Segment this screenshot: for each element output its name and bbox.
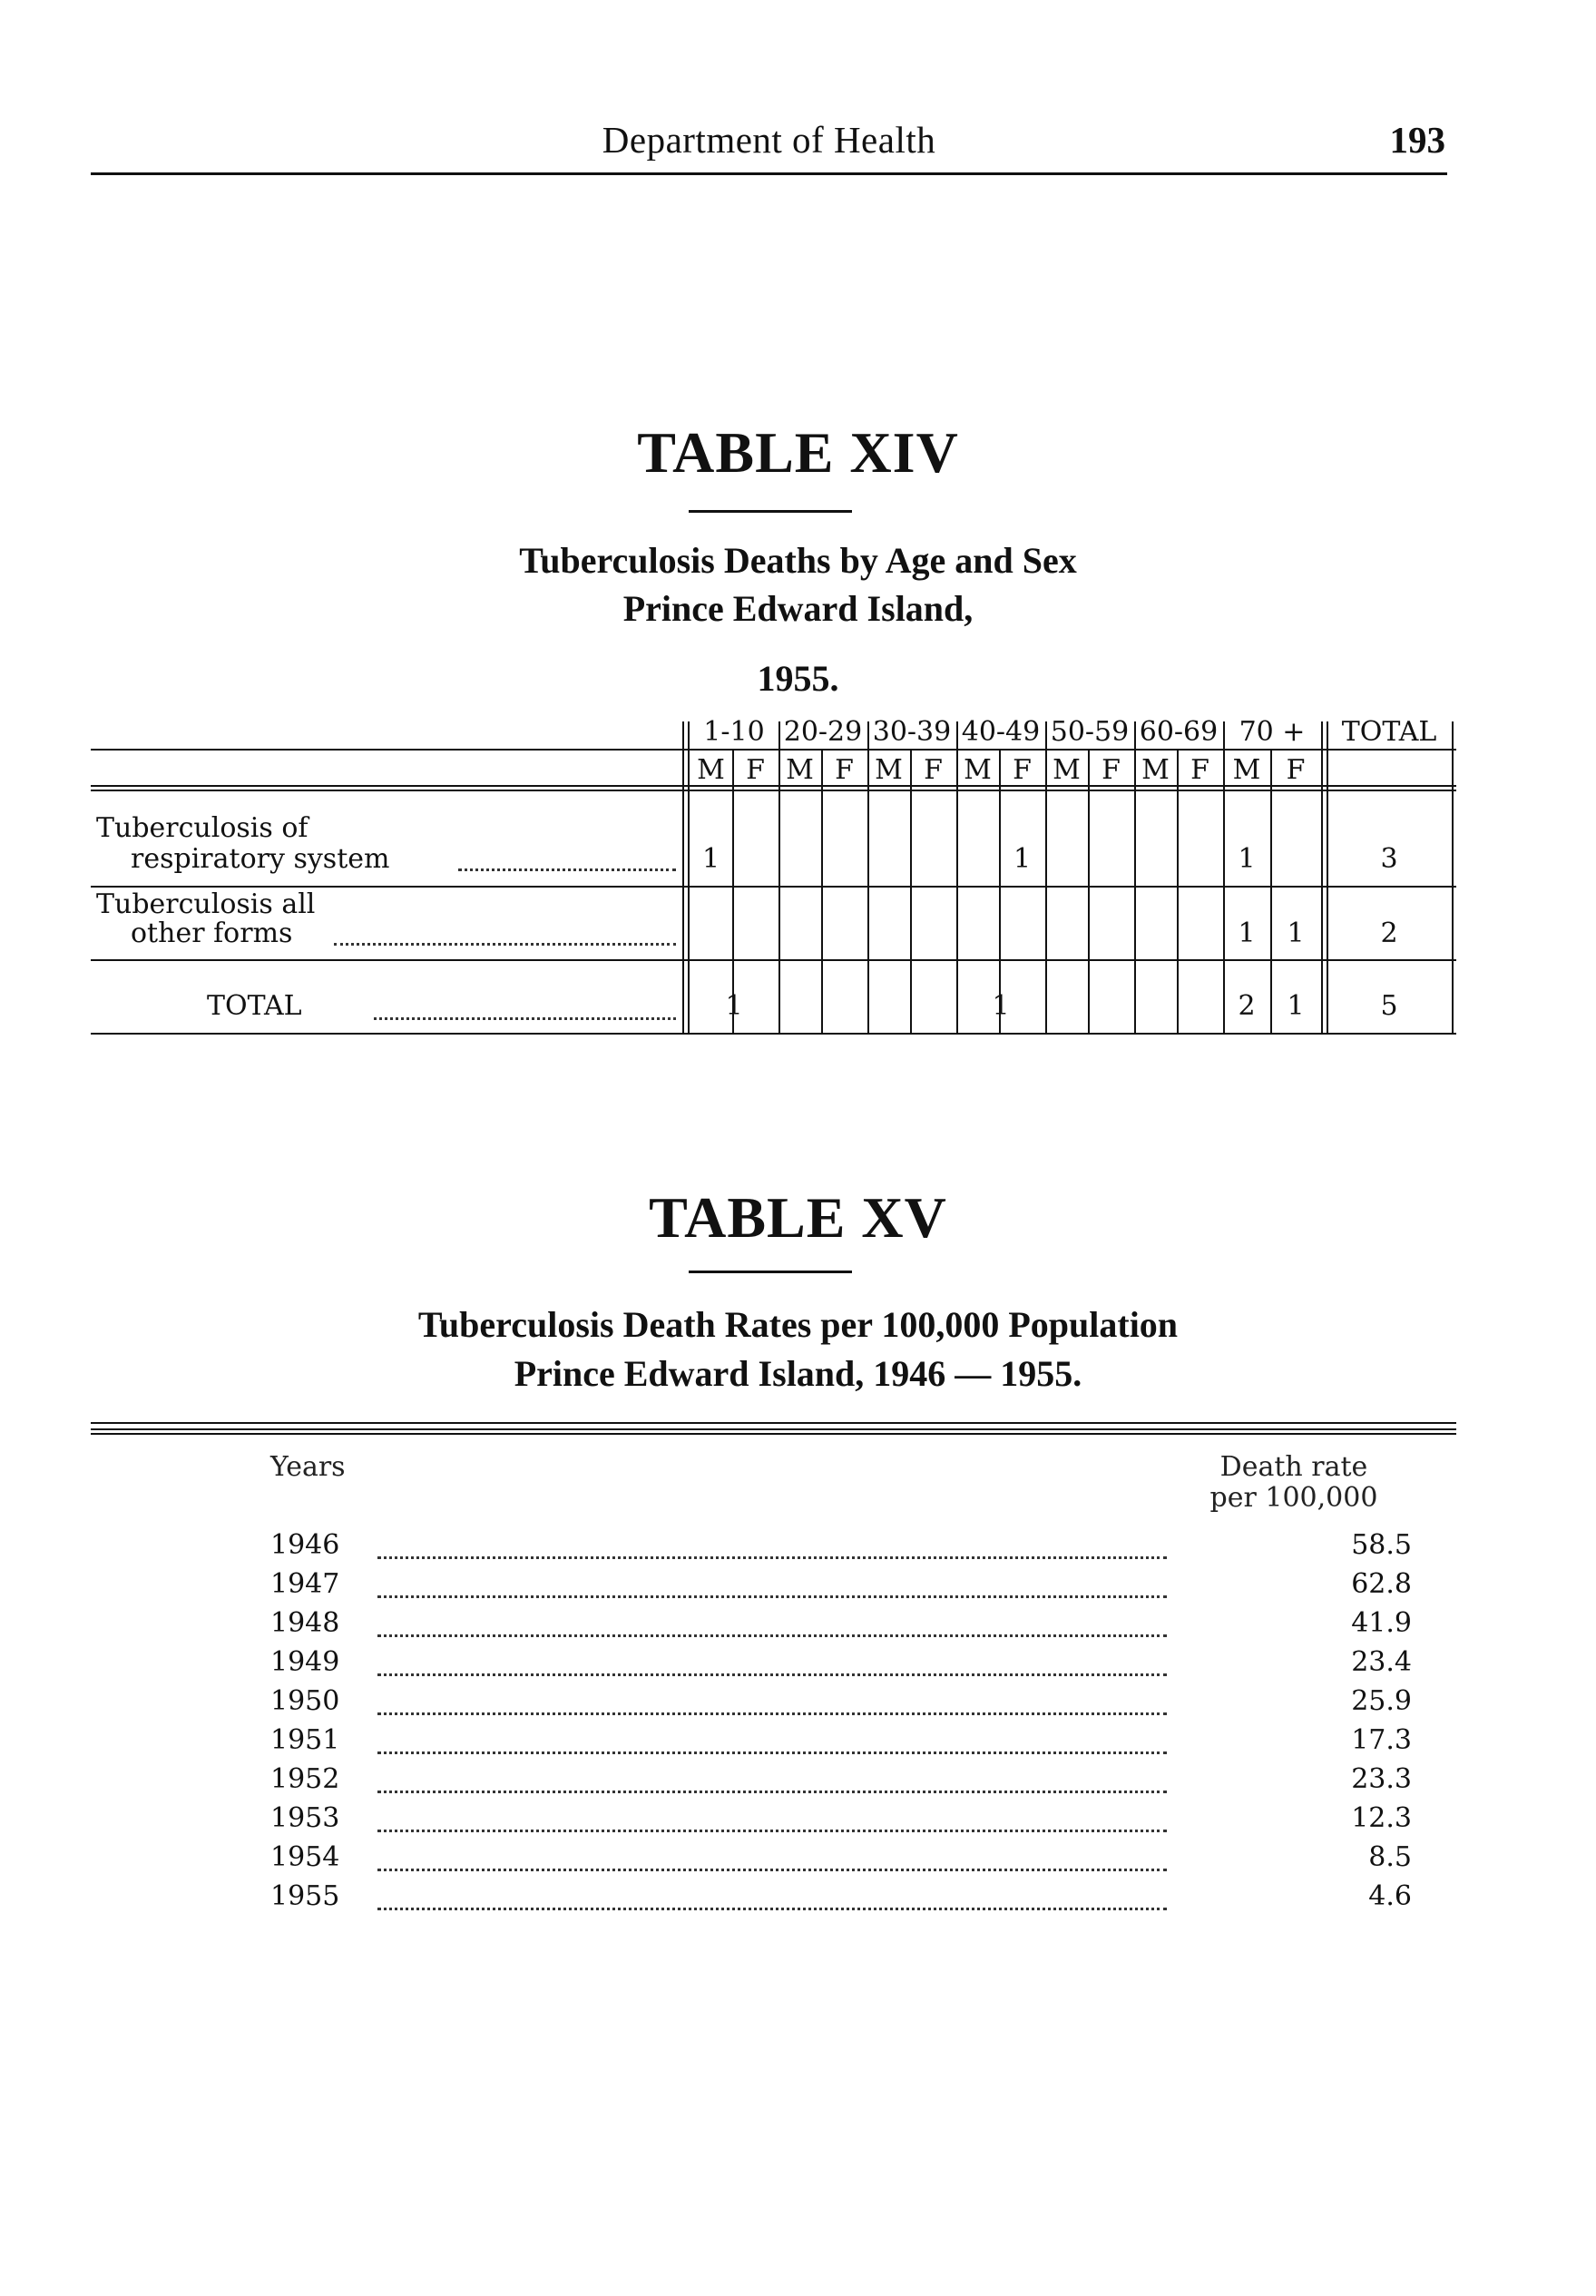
leader-dots [377, 1830, 1167, 1832]
row-year: 1946 [270, 1529, 340, 1561]
sex-header-f: F [924, 754, 943, 786]
col-header-rate-unit: per 100,000 [1209, 1482, 1378, 1514]
table14 [91, 716, 1456, 1035]
table14-rule-head-3 [91, 790, 1456, 791]
table14-cell: 1 [725, 990, 743, 1022]
table15-rule-top [91, 1428, 1456, 1430]
table14-total: 3 [1380, 843, 1398, 875]
table-row [270, 1802, 1412, 1841]
leader-dots [377, 1791, 1167, 1793]
row-label: respiratory system [131, 843, 390, 875]
table14-total: 5 [1380, 990, 1398, 1022]
table14-cell: 1 [1287, 990, 1305, 1022]
table14-cell: 2 [1238, 990, 1256, 1022]
row-year: 1951 [270, 1724, 340, 1756]
row-year: 1949 [270, 1646, 340, 1678]
age-group-header: 1-10 [703, 716, 765, 748]
table15-title-rule [689, 1271, 852, 1273]
leader-dots [374, 1017, 676, 1020]
table14-cell: 1 [701, 843, 720, 875]
table14-vline [910, 749, 912, 1033]
sex-header-m: M [697, 754, 725, 786]
age-group-header: 60-69 [1139, 716, 1219, 748]
age-group-header: 20-29 [783, 716, 863, 748]
row-rate: 23.3 [1351, 1763, 1412, 1795]
table-row [270, 1685, 1412, 1724]
table14-vline [1177, 749, 1179, 1033]
table15-subtitle2: Prince Edward Island, 1946 — 1955. [514, 1353, 1082, 1394]
row-label: Tuberculosis of [96, 812, 308, 844]
row-label: other forms [131, 917, 293, 949]
sex-header-m: M [1232, 754, 1261, 786]
table-row [270, 1880, 1412, 1919]
table15 [91, 1420, 1456, 1928]
table14-cell: 1 [1238, 917, 1256, 949]
table14-cell: 1 [1013, 843, 1032, 875]
table14-rule-row-2 [91, 959, 1456, 961]
col-header-rate: Death rate [1219, 1451, 1368, 1483]
leader-dots [377, 1556, 1167, 1559]
sex-header-m: M [1141, 754, 1170, 786]
table14-vline [682, 721, 684, 1033]
age-group-header: 50-59 [1050, 716, 1130, 748]
sex-header-m: M [964, 754, 992, 786]
row-rate: 41.9 [1351, 1607, 1412, 1639]
sex-header-m: M [875, 754, 903, 786]
sex-header-f: F [1286, 754, 1306, 786]
table15-subtitle1: Tuberculosis Death Rates per 100,000 Population [417, 1304, 1179, 1345]
leader-dots [377, 1595, 1167, 1598]
table-row [270, 1568, 1412, 1607]
age-group-header: 40-49 [961, 716, 1041, 748]
table14-cell: 1 [992, 990, 1010, 1022]
row-rate: 23.4 [1351, 1646, 1412, 1678]
table-row [270, 1763, 1412, 1802]
leader-dots [377, 1712, 1167, 1715]
sex-header-f: F [835, 754, 854, 786]
sex-header-m: M [1053, 754, 1081, 786]
table14-vline [1088, 749, 1090, 1033]
leader-dots [377, 1634, 1167, 1637]
total-header: TOTAL [1341, 716, 1437, 748]
sex-header-m: M [786, 754, 814, 786]
leader-dots [458, 868, 676, 871]
row-rate: 25.9 [1351, 1685, 1412, 1717]
table14-cell: 1 [1287, 917, 1305, 949]
row-rate: 62.8 [1351, 1568, 1412, 1600]
leader-dots [377, 1869, 1167, 1871]
table14-vline [1321, 721, 1323, 1033]
table-row [270, 1607, 1412, 1646]
table14-vline [821, 749, 823, 1033]
table14-year: 1955. [757, 658, 839, 699]
table14-rule-row-1 [91, 886, 1456, 888]
row-label-total: TOTAL [207, 990, 302, 1022]
leader-dots [377, 1751, 1167, 1754]
row-rate: 4.6 [1368, 1880, 1412, 1912]
table14-title-rule [689, 510, 852, 513]
sex-header-f: F [1102, 754, 1121, 786]
leader-dots [377, 1908, 1167, 1910]
table15-rule-top [91, 1422, 1456, 1424]
row-year: 1950 [270, 1685, 340, 1717]
age-group-header: 70 + [1239, 716, 1306, 748]
table-row [270, 1724, 1412, 1763]
running-head-title: Department of Health [602, 119, 936, 161]
table-row [270, 1841, 1412, 1880]
leader-dots [334, 943, 676, 946]
table14-total: 2 [1380, 917, 1398, 949]
sex-header-f: F [746, 754, 765, 786]
table-row [270, 1646, 1412, 1685]
table15-title: TABLE XV [649, 1185, 947, 1250]
table15-rule-top [91, 1433, 1456, 1435]
table-row [270, 1529, 1412, 1568]
row-rate: 8.5 [1368, 1841, 1412, 1873]
table14-subtitle2: Prince Edward Island, [622, 588, 974, 629]
row-year: 1947 [270, 1568, 340, 1600]
running-head [91, 118, 1447, 175]
table14-vline [1452, 721, 1454, 1033]
age-group-header: 30-39 [872, 716, 952, 748]
row-year: 1952 [270, 1763, 340, 1795]
row-label: Tuberculosis all [96, 888, 316, 920]
table14-vline [1327, 721, 1328, 1033]
row-year: 1953 [270, 1802, 340, 1834]
row-rate: 58.5 [1351, 1529, 1412, 1561]
col-header-years: Years [270, 1451, 346, 1483]
leader-dots [377, 1673, 1167, 1676]
row-year: 1955 [270, 1880, 340, 1912]
row-year: 1948 [270, 1607, 340, 1639]
table14-rule-head-1 [91, 749, 1456, 751]
table14-title: TABLE XIV [637, 420, 959, 485]
sex-header-f: F [1013, 754, 1032, 786]
row-year: 1954 [270, 1841, 340, 1873]
table14-rule-bottom [91, 1033, 1456, 1035]
row-rate: 12.3 [1351, 1802, 1412, 1834]
table14-subtitle1: Tuberculosis Deaths by Age and Sex [519, 540, 1077, 581]
sex-header-f: F [1190, 754, 1209, 786]
table14-cell: 1 [1238, 843, 1256, 875]
row-rate: 17.3 [1351, 1724, 1412, 1756]
page-number: 193 [1389, 119, 1445, 161]
